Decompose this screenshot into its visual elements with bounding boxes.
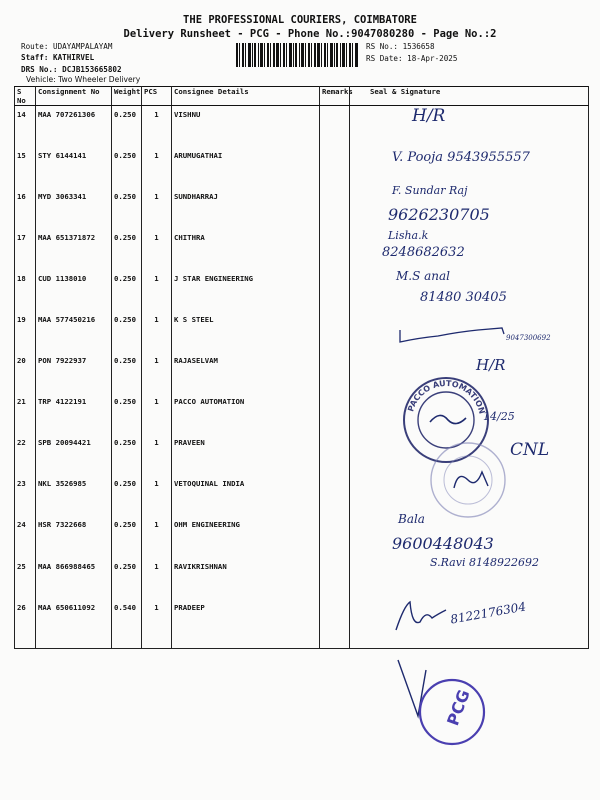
sno: 23	[15, 475, 36, 516]
col-pcs: PCS	[142, 87, 172, 106]
col-sno: S No	[15, 87, 36, 106]
consignee: RAVIKRISHNAN	[172, 558, 320, 599]
table-row	[15, 516, 589, 557]
sno: 18	[15, 270, 36, 311]
table-row	[15, 229, 589, 270]
consignee: PACCO AUTOMATION	[172, 393, 320, 434]
handwriting-hr-20: H/R	[476, 356, 506, 374]
col-remarks: Remarks	[320, 87, 350, 106]
handwriting-signature-15: V. Pooja 9543955557	[392, 150, 530, 165]
runsheet-subtitle: Delivery Runsheet - PCG - Phone No.:9047080280 - Page No.:2	[123, 28, 497, 40]
remarks	[320, 475, 350, 516]
weight: 0.250	[112, 393, 142, 434]
consignment-no: MAA 577450216	[36, 311, 112, 352]
consignment-no: TRP 4122191	[36, 393, 112, 434]
sno: 24	[15, 516, 36, 557]
handwriting-hr-14: H/R	[412, 106, 446, 126]
weight: 0.250	[112, 106, 142, 147]
pcs: 1	[142, 147, 172, 188]
consignee: K S STEEL	[172, 311, 320, 352]
rs-date: RS Date: 18-Apr-2025	[366, 54, 458, 63]
consignment-no: MAA 651371872	[36, 229, 112, 270]
pcs: 1	[142, 229, 172, 270]
handwriting-phone-17: 8248682632	[382, 245, 465, 260]
sno: 22	[15, 434, 36, 475]
pcs: 1	[142, 475, 172, 516]
remarks	[320, 229, 350, 270]
consignee: CHITHRA	[172, 229, 320, 270]
company-title: THE PROFESSIONAL COURIERS, COIMBATORE	[183, 14, 417, 26]
pcs: 1	[142, 352, 172, 393]
remarks	[320, 558, 350, 599]
weight: 0.250	[112, 188, 142, 229]
sno: 25	[15, 558, 36, 599]
handwriting-phone-18: 81480 30405	[420, 290, 507, 305]
stamp-text: PACCO AUTOMATION	[406, 378, 487, 415]
consignee: OHM ENGINEERING	[172, 516, 320, 557]
remarks	[320, 270, 350, 311]
handwriting-phone-19: 9047300692	[506, 334, 551, 342]
weight: 0.250	[112, 270, 142, 311]
pcs: 1	[142, 516, 172, 557]
table-row	[15, 188, 589, 229]
pcg-stamp	[388, 656, 494, 756]
col-consignment: Consignment No	[36, 87, 112, 106]
remarks	[320, 106, 350, 147]
consignee: RAJASELVAM	[172, 352, 320, 393]
staff: Staff: KATHIRVEL	[21, 53, 95, 62]
remarks	[320, 599, 350, 649]
weight: 0.250	[112, 475, 142, 516]
weight: 0.250	[112, 434, 142, 475]
consignee: PRAVEEN	[172, 434, 320, 475]
remarks	[320, 147, 350, 188]
consignee: VISHNU	[172, 106, 320, 147]
weight: 0.250	[112, 229, 142, 270]
consignment-no: MYD 3063341	[36, 188, 112, 229]
weight: 0.250	[112, 558, 142, 599]
handwriting-name-24: Bala	[398, 512, 425, 526]
rs-number: RS No.: 1536658	[366, 42, 435, 51]
consignment-no: MAA 650611092	[36, 599, 112, 649]
weight: 0.250	[112, 147, 142, 188]
faded-seal-stamp	[424, 440, 512, 520]
pcg-stamp-text: PCG	[443, 687, 474, 729]
handwriting-date-21: 14/25	[483, 410, 515, 423]
sno: 19	[15, 311, 36, 352]
pcs: 1	[142, 311, 172, 352]
sno: 21	[15, 393, 36, 434]
consignment-no: MAA 866988465	[36, 558, 112, 599]
handwriting-name-18: M.S anal	[396, 269, 451, 283]
weight: 0.540	[112, 599, 142, 649]
consignment-no: NKL 3526985	[36, 475, 112, 516]
consignment-no: PON 7922937	[36, 352, 112, 393]
handwriting-phone-16: 9626230705	[388, 205, 490, 224]
consignee: SUNDHARRAJ	[172, 188, 320, 229]
pcs: 1	[142, 558, 172, 599]
barcode	[236, 43, 358, 67]
handwriting-cnl-22: CNL	[510, 440, 550, 460]
sno: 26	[15, 599, 36, 649]
signature-cell	[350, 106, 589, 147]
sno: 15	[15, 147, 36, 188]
handwriting-signature-25: S.Ravi 8148922692	[430, 556, 539, 569]
svg-text:PACCO AUTOMATION	[406, 379, 486, 415]
consignee: VETOQUINAL INDIA	[172, 475, 320, 516]
weight: 0.250	[112, 352, 142, 393]
handwriting-name-17: Lisha.k	[388, 229, 429, 242]
remarks	[320, 434, 350, 475]
handwriting-phone-26: 8122176304	[449, 599, 527, 627]
drs-number: DRS No.: DCJB153665802	[21, 65, 122, 74]
vehicle: Vehicle: Two Wheeler Delivery	[26, 75, 141, 84]
pcs: 1	[142, 434, 172, 475]
remarks	[320, 352, 350, 393]
remarks	[320, 516, 350, 557]
pcs: 1	[142, 599, 172, 649]
sno: 20	[15, 352, 36, 393]
sno: 14	[15, 106, 36, 147]
consignment-no: HSR 7322668	[36, 516, 112, 557]
signature-scribble-19	[398, 322, 510, 346]
remarks	[320, 393, 350, 434]
route: Route: UDAYAMPALAYAM	[21, 42, 113, 51]
consignment-no: MAA 707261306	[36, 106, 112, 147]
col-consignee: Consignee Details	[172, 87, 320, 106]
weight: 0.250	[112, 311, 142, 352]
remarks	[320, 311, 350, 352]
col-signature: Seal & Signature	[350, 87, 589, 106]
consignee: J STAR ENGINEERING	[172, 270, 320, 311]
sno: 16	[15, 188, 36, 229]
consignment-no: STY 6144141	[36, 147, 112, 188]
pcs: 1	[142, 106, 172, 147]
handwriting-name-16: F. Sundar Raj	[392, 184, 468, 197]
remarks	[320, 188, 350, 229]
table-row	[15, 106, 589, 147]
col-weight: Weight	[112, 87, 142, 106]
pcs: 1	[142, 188, 172, 229]
sno: 17	[15, 229, 36, 270]
consignment-no: CUD 1138010	[36, 270, 112, 311]
pcs: 1	[142, 270, 172, 311]
consignee: ARUMUGATHAI	[172, 147, 320, 188]
consignment-no: SPB 20094421	[36, 434, 112, 475]
signature-scribble-26	[392, 596, 452, 636]
handwriting-phone-24: 9600448043	[392, 534, 494, 553]
pcs: 1	[142, 393, 172, 434]
consignee: PRADEEP	[172, 599, 320, 649]
table-header-row	[15, 87, 589, 106]
weight: 0.250	[112, 516, 142, 557]
